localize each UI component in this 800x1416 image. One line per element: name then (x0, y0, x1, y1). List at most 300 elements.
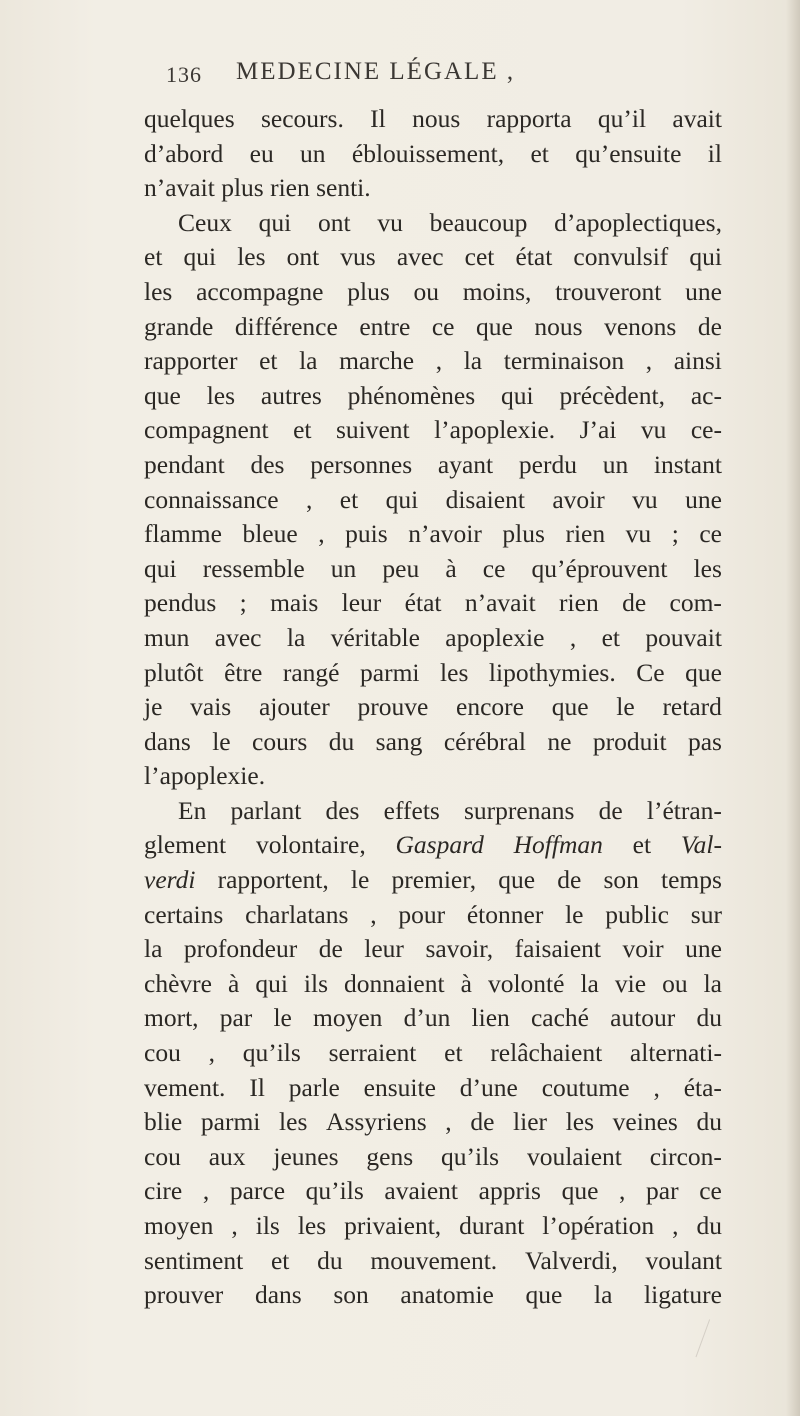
word: et (632, 830, 652, 860)
word: gens (366, 1141, 414, 1171)
word: avec (214, 622, 262, 652)
word: plus (502, 519, 545, 549)
word: alternati- (629, 1038, 722, 1068)
word: vu (625, 519, 652, 549)
word: véritable (330, 622, 420, 652)
word: ce (431, 311, 455, 341)
word: rien (270, 173, 317, 203)
word: les (565, 1107, 595, 1137)
word: de (318, 934, 343, 964)
word: avaient (384, 1176, 459, 1206)
word: des (325, 795, 360, 825)
word: qui (385, 484, 419, 514)
word: , (619, 1176, 626, 1206)
word: état (404, 588, 442, 618)
text-line (144, 413, 722, 448)
text-line (144, 206, 722, 241)
word: qui (258, 207, 292, 237)
word: mouvement. (370, 1245, 498, 1275)
word: d’un (403, 1003, 451, 1033)
word: qui (255, 968, 288, 998)
word: , (653, 1072, 660, 1102)
word: coutume (541, 1072, 630, 1102)
word: , (202, 1176, 210, 1206)
running-head (166, 58, 646, 98)
word: moyen (144, 1211, 214, 1240)
word: qui (144, 553, 177, 583)
word: ayant (437, 449, 494, 479)
word: sentiment (144, 1245, 244, 1275)
word: produit (592, 726, 667, 756)
word: vais (190, 692, 232, 722)
word: ce (699, 519, 722, 549)
word: Ceux (178, 207, 232, 237)
text-line (144, 1105, 722, 1140)
word: , (208, 1038, 215, 1068)
word: et (339, 484, 359, 514)
word: la (580, 968, 599, 998)
word: caché (530, 1003, 589, 1033)
word: avait (672, 104, 722, 133)
text-line (144, 1140, 722, 1175)
word: d’apoplectiques, (554, 207, 722, 237)
word: durant (459, 1211, 525, 1240)
text-line (144, 863, 722, 898)
word: qu’ils (242, 1038, 301, 1068)
word: parle (288, 1072, 340, 1102)
word: la (144, 934, 163, 964)
text-line (144, 794, 722, 829)
word: la (463, 346, 483, 376)
word: son (333, 1280, 369, 1310)
text-line (144, 171, 722, 206)
word: l’apoplexie. (144, 761, 266, 791)
text-line (144, 932, 722, 967)
word: eu (249, 138, 274, 168)
word: la (594, 1280, 613, 1310)
word: instant (653, 449, 722, 479)
word: ac- (690, 380, 722, 410)
word: que (498, 865, 536, 895)
word: de (697, 311, 722, 341)
word: appris (478, 1176, 541, 1206)
word: par (646, 1176, 679, 1206)
word: encore (456, 692, 524, 722)
text-line (144, 967, 722, 1002)
word: public (605, 899, 669, 929)
word: plus (347, 276, 390, 306)
word: et (601, 622, 621, 652)
word: relâchaient (490, 1038, 603, 1068)
word: , (231, 1211, 238, 1240)
word: ne (547, 726, 572, 756)
word: de (470, 1107, 495, 1137)
word: la (703, 968, 722, 998)
text-line (144, 448, 722, 483)
word: les (297, 1211, 327, 1240)
word: prouver (144, 1280, 224, 1310)
word: moins, (462, 276, 532, 306)
word: disaient (445, 484, 525, 514)
word: com- (669, 588, 722, 618)
word: voulaient (526, 1141, 622, 1171)
word: flamme (144, 519, 222, 549)
word: mais (270, 588, 319, 618)
word: ce- (690, 415, 722, 445)
word: premier, (391, 865, 477, 895)
text-line (144, 240, 722, 275)
word: voir (622, 934, 664, 964)
word: qu’éprouvent (531, 553, 668, 583)
word: un (602, 449, 629, 479)
word: , (445, 1107, 452, 1137)
word: compagnent (144, 415, 269, 445)
text-line (144, 552, 722, 587)
word: parmi (200, 1107, 261, 1137)
word: différence (234, 311, 338, 341)
word: les (144, 276, 173, 306)
word: serraient (328, 1038, 417, 1068)
word: moyen (313, 1003, 383, 1033)
text-line (144, 344, 722, 379)
word: ils (255, 1211, 280, 1240)
word: la (299, 346, 318, 376)
word: du (328, 726, 355, 756)
word: peu (382, 553, 420, 583)
word: avec (396, 242, 444, 272)
text-line (144, 1209, 722, 1244)
text-line (144, 1001, 722, 1036)
word: rapporta (486, 104, 572, 133)
text-line (144, 1278, 722, 1313)
word: ; (671, 519, 679, 549)
word: , (318, 519, 325, 549)
word: vu (640, 415, 667, 445)
word: secours. (260, 104, 344, 133)
word: quelques (144, 104, 235, 133)
word: que (551, 692, 589, 722)
word: terminaison (503, 346, 625, 376)
word: et (144, 242, 163, 272)
word: qui (689, 242, 722, 272)
word: qui (501, 380, 534, 410)
word: les (237, 242, 266, 272)
word: une (685, 484, 722, 514)
word: que (561, 1176, 599, 1206)
word: blie (144, 1107, 183, 1137)
word: aux (208, 1141, 246, 1171)
word: d’abord (144, 138, 224, 168)
word: une (685, 276, 722, 306)
running-title: MEDECINE LÉGALE , (236, 58, 516, 85)
word: l’opération (542, 1211, 655, 1240)
word: que (685, 657, 722, 687)
word: et (259, 346, 278, 376)
word: , (645, 346, 653, 376)
word: éblouissement, (351, 138, 505, 168)
word: ou (662, 968, 688, 998)
word: convulsif (573, 242, 669, 272)
word: un (330, 553, 357, 583)
word: ajouter (258, 692, 330, 722)
word: le (273, 1003, 292, 1033)
word: la (286, 622, 306, 652)
text-line (144, 1244, 722, 1279)
paper-mark (695, 1319, 719, 1360)
text-line (144, 517, 722, 552)
text-line (144, 828, 722, 863)
word: voulant (645, 1245, 722, 1275)
word: profondeur (183, 934, 298, 964)
word: Il (249, 1072, 265, 1102)
word: charlatans (245, 899, 349, 929)
word: connaissance (144, 484, 279, 514)
word: entre (359, 311, 411, 341)
word: des (250, 449, 285, 479)
word: savoir, (425, 934, 494, 964)
word: mun (144, 622, 190, 652)
word: verdi (144, 865, 196, 895)
word: le (616, 692, 635, 722)
word: du (696, 1107, 722, 1137)
text-line (144, 1174, 722, 1209)
word: être (224, 657, 263, 687)
word: surprenans (464, 795, 575, 825)
word: cou (144, 1038, 181, 1068)
word: éta- (683, 1072, 722, 1102)
word: ou (413, 276, 439, 306)
word: suivent (335, 415, 410, 445)
word: cire (144, 1176, 183, 1206)
word: ; (239, 588, 247, 618)
word: et (444, 1038, 463, 1068)
word: Ce (636, 657, 665, 687)
word: lier (513, 1107, 548, 1137)
word: venons (604, 311, 677, 341)
word: précèdent, (559, 380, 665, 410)
word: parmi (360, 657, 420, 687)
word: pour (398, 899, 446, 929)
word: que (476, 311, 513, 341)
word: autour (610, 1003, 676, 1033)
word: que (144, 380, 181, 410)
word: qui (183, 242, 217, 272)
word: du (317, 1245, 343, 1275)
word: parce (229, 1176, 286, 1206)
text-line (144, 656, 722, 691)
word: senti. (316, 173, 371, 203)
word: vu (632, 484, 658, 514)
word: Gaspard (395, 830, 484, 860)
word: pendus (144, 588, 217, 618)
word: une (685, 934, 722, 964)
word: qu’il (597, 104, 647, 133)
word: état (515, 242, 553, 272)
word: le (350, 865, 370, 895)
word: rien (565, 519, 606, 549)
text-line (144, 725, 722, 760)
word: pendant (144, 449, 225, 479)
word: que (525, 1280, 563, 1310)
word: étonner (466, 899, 544, 929)
word: parlant (230, 795, 302, 825)
word: à (445, 553, 457, 583)
text-line (144, 275, 722, 310)
word: grande (144, 311, 214, 341)
word: rapporter (144, 346, 238, 376)
word: temps (661, 865, 722, 895)
word: vement. (144, 1072, 226, 1102)
word: leur (341, 588, 382, 618)
word: trouveront (555, 276, 662, 306)
text-line (144, 1071, 722, 1106)
word: perdu (518, 449, 577, 479)
word: chèvre (144, 968, 212, 998)
word: sur (690, 899, 722, 929)
word: le (212, 726, 231, 756)
word: ressemble (202, 553, 305, 583)
word: vus (340, 242, 376, 272)
word: les (279, 1107, 308, 1137)
word: pouvait (645, 622, 722, 652)
word: leur (364, 934, 404, 964)
word: certains (144, 899, 224, 929)
word: J’ai (579, 415, 617, 445)
word: Il (370, 104, 386, 133)
page-number: 136 (166, 62, 202, 87)
word: rien (559, 588, 599, 618)
word: circon- (649, 1141, 722, 1171)
word: , (435, 346, 443, 376)
word: l’apoplexie. (434, 415, 556, 445)
word: accompagne (196, 276, 324, 306)
word: pas (687, 726, 722, 756)
word: cou (144, 1141, 181, 1171)
word: son (603, 865, 639, 895)
word: dans (144, 726, 191, 756)
text-line (144, 483, 722, 518)
word: les (693, 553, 722, 583)
word: , (672, 1211, 679, 1240)
word: à (227, 968, 240, 998)
word: l’étran- (646, 795, 722, 825)
word: qu’ils (305, 1176, 364, 1206)
word: cours (252, 726, 308, 756)
word: les (440, 657, 469, 687)
text-line (144, 621, 722, 656)
word: qu’ils (441, 1141, 500, 1171)
word: , (569, 622, 577, 652)
word: anatomie (400, 1280, 494, 1310)
word: marche (339, 346, 415, 376)
word: ainsi (673, 346, 722, 376)
word: vie (614, 968, 647, 998)
word: dans (254, 1280, 302, 1310)
word: privaient, (344, 1211, 442, 1240)
word: n’avoir (408, 519, 482, 549)
word: vu (377, 207, 403, 237)
word: veines (612, 1107, 678, 1137)
text-line (144, 310, 722, 345)
word: En (178, 795, 207, 825)
word: personnes (310, 449, 413, 479)
word: faisaient (514, 934, 601, 964)
text-line (144, 690, 722, 725)
word: d’une (459, 1072, 518, 1102)
word: ont (286, 242, 320, 272)
word: rangé (282, 657, 340, 687)
body-text (144, 102, 722, 1313)
word: le (565, 899, 584, 929)
word: plutôt (144, 657, 204, 687)
word: plus (221, 173, 271, 203)
word: ce (482, 553, 506, 583)
word: , (370, 899, 377, 929)
word: du (696, 1003, 722, 1033)
word: avoir (552, 484, 605, 514)
word: sang (375, 726, 423, 756)
word: ils (303, 968, 329, 998)
word: nous (534, 311, 583, 341)
word: rapportent, (217, 865, 329, 895)
word: phénomènes (347, 380, 476, 410)
word: mort, (144, 1003, 199, 1033)
word: jeunes (273, 1141, 339, 1171)
word: nous (412, 104, 461, 133)
page-edge-shadow (786, 0, 800, 1416)
word: cérébral (443, 726, 526, 756)
word: et (270, 1245, 290, 1275)
word: cet (464, 242, 495, 272)
word: de (598, 795, 623, 825)
text-line (144, 102, 722, 137)
word: par (219, 1003, 253, 1033)
word: lipothymies. (488, 657, 616, 687)
text-line (144, 1036, 722, 1071)
word: lien (471, 1003, 510, 1033)
word: et (293, 415, 312, 445)
word: donnaient (344, 968, 445, 998)
word: Assyriens (326, 1107, 427, 1137)
word: de (557, 865, 582, 895)
word: autres (260, 380, 322, 410)
word: apoplexie (445, 622, 545, 652)
text-line (144, 586, 722, 621)
word: qu’ensuite (575, 138, 682, 168)
word: ligature (644, 1280, 722, 1310)
text-line (144, 137, 722, 172)
word: Valverdi, (524, 1245, 618, 1275)
word: prouve (357, 692, 429, 722)
word: je (144, 692, 163, 722)
word: ensuite (363, 1072, 436, 1102)
word: beaucoup (429, 207, 528, 237)
word: du (696, 1211, 722, 1240)
word: ont (317, 207, 351, 237)
text-line (144, 759, 722, 794)
word: il (707, 138, 722, 168)
word: les (206, 380, 236, 410)
word: glement (144, 830, 227, 860)
word: de (622, 588, 647, 618)
word: n’avait (464, 588, 536, 618)
word: bleue (242, 519, 298, 549)
word: retard (662, 692, 722, 722)
word: Val- (680, 830, 722, 860)
word: volonté (487, 968, 565, 998)
word: volontaire, (255, 830, 366, 860)
word: ce (699, 1176, 722, 1206)
